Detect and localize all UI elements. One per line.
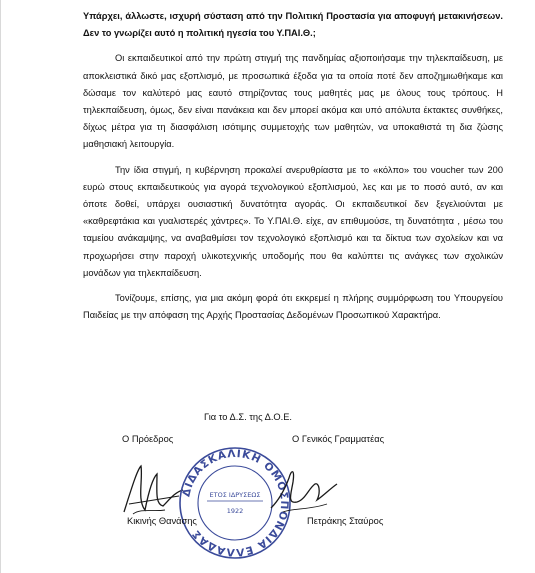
document-body xyxy=(83,8,503,324)
stamp-inner-label: ΕΤΟΣ ΙΔΡΥΣΕΩΣ xyxy=(209,491,261,499)
intro-paragraph: Υπάρχει, άλλωστε, ισχυρή σύσταση από την Πολιτική Προστασία για αποφυγή μετακινήσεων. Δεν το γνωρίζει αυτό η πολιτική ηγεσία του Υ.ΠΑΙ.Θ.; xyxy=(83,11,503,39)
stamp-inner-year: 1922 xyxy=(226,507,244,515)
federation-stamp xyxy=(177,445,293,561)
paragraph-2: Την ίδια στιγμή, η κυβέρνηση προκαλεί ανερυθρίαστα με το «κόλπο» του voucher των 200 ευρώ στους εκπαιδευτικούς για αγορά τεχνολογικού εξοπλισμού, λες και με το ποσό αυτό, αν και όποτε δοθεί, υπάρχει ουσιαστική δυνατότητα αγοράς. Οι εκπαιδευτικοί δεν ξεγελιούνται με «καθρεφτάκια και γυαλιστερές χάντρες». Το Υ.ΠΑΙ.Θ. είχε, αν επιθυμούσε, τη δυνατότητα , μέσω του ταμείου ανάκαμψης, να αναβαθμίσει τον τεχνολογικό εξοπλισμό και τα δίκτυα των σχολείων και να προχωρήσει στην παροχή υλικοτεχνικής υποδομής που θα καλύπτει τις ανάγκες των σχολικών μονάδων για τηλεκπαίδευση. xyxy=(83,164,503,278)
stamp-ring-text: ΔΙΔΑΣΚΑΛΙΚΗ ΟΜΟΣΠΟΝΔΙΑ ΕΛΛΑΔΑΣ xyxy=(180,447,291,559)
president-name: Κικινής Θανάσης xyxy=(127,516,197,526)
president-title: Ο Πρόεδρος xyxy=(122,434,174,444)
paragraph-3: Τονίζουμε, επίσης, για μια ακόμη φορά ότι εκκρεμεί η πλήρης συμμόρφωση του Υπουργείου Παιδείας με την απόφαση της Αρχής Προστασίας Δεδομένων Προσωπικού Χαρακτήρα. xyxy=(83,293,503,321)
secretary-name: Πετράκης Σταύρος xyxy=(307,516,384,526)
signature-section xyxy=(1,412,535,573)
secretary-title: Ο Γενικός Γραμματέας xyxy=(292,434,385,444)
signature-header: Για το Δ.Σ. της Δ.Ο.Ε. xyxy=(204,412,293,422)
paragraph-1: Οι εκπαιδευτικοί από την πρώτη στιγμή της πανδημίας αξιοποιήσαμε την τηλεκπαίδευση, με αποκλειστικά δικό μας εξοπλισμό, με προσωπικά έξοδα για τα οποία ποτέ δεν αποζημιωθήκαμε και δώσαμε τον καλύτερό μας εαυτό στηρίζοντας τους μαθητές μας με όλους τους τρόπους. Η τηλεκπαίδευση, όμως, δεν είναι πανάκεια και δεν μπορεί ακόμα και υπό απόλυτα έκτακτες συνθήκες, δίχως μέτρα για τη διασφάλιση ισότιμης συμμετοχής των μαθητών, να υποκαθιστά τη δια ζώσης μαθησιακή λειτουργία. xyxy=(83,53,503,150)
